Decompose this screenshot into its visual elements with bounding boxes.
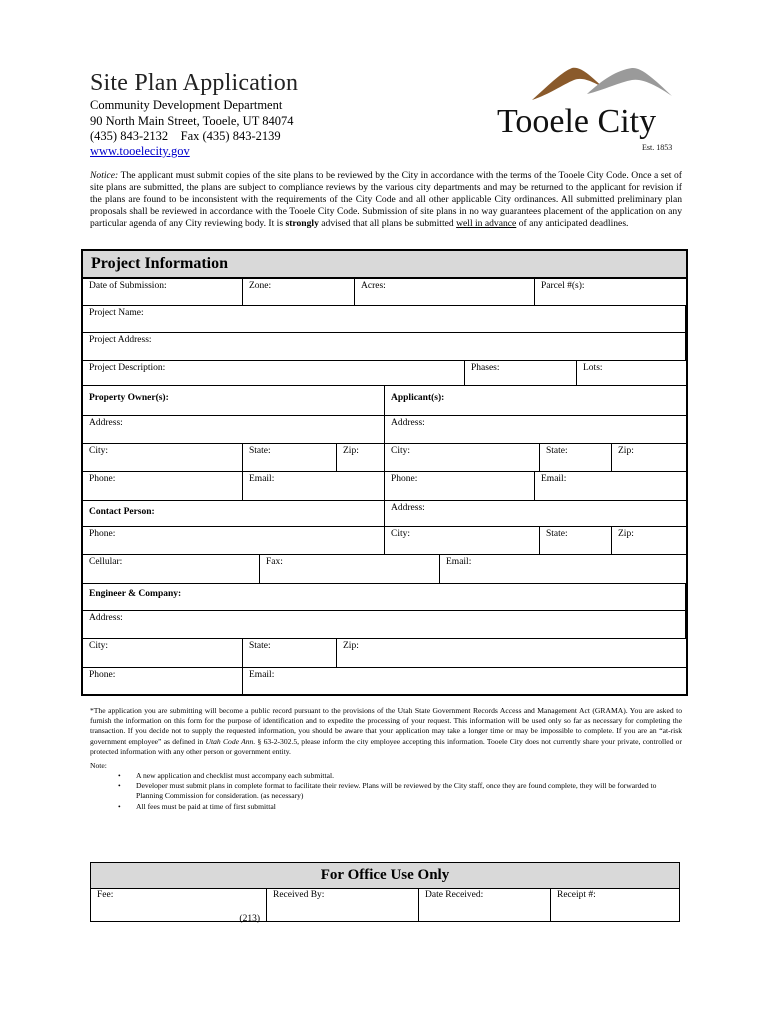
engineer-heading: Engineer & Company: — [83, 584, 686, 611]
grama-notice — [90, 706, 682, 757]
notice-text-3: of any anticipated deadlines. — [516, 218, 629, 230]
mountain-logo-icon — [492, 60, 687, 155]
owner-applicant-phone-table — [82, 471, 687, 501]
engineer-address-table — [82, 610, 686, 639]
contact-city-field[interactable]: City: — [385, 527, 540, 555]
tooele-city-logo — [492, 60, 687, 155]
contact-cell-table — [82, 554, 687, 584]
contact-heading-table — [82, 500, 687, 527]
lots-field[interactable]: Lots: — [577, 361, 687, 386]
fee-code: (213) — [239, 914, 260, 924]
owner-phone-field[interactable]: Phone: — [83, 472, 243, 501]
fee-field[interactable] — [91, 888, 267, 922]
contact-city-table — [82, 526, 687, 555]
logo-est: Est. 1853 — [642, 143, 673, 152]
owner-city-field[interactable]: City: — [83, 444, 243, 472]
project-desc-table — [82, 360, 687, 386]
project-name-table — [82, 305, 686, 333]
owner-zip-field[interactable]: Zip: — [337, 444, 385, 472]
zone-field[interactable]: Zone: — [243, 279, 355, 306]
contact-fax-field[interactable]: Fax: — [260, 555, 440, 584]
applicant-phone-field[interactable]: Phone: — [385, 472, 535, 501]
engineer-phone-table — [82, 667, 687, 696]
owner-address-field[interactable]: Address: — [83, 416, 385, 444]
applicant-city-field[interactable]: City: — [385, 444, 540, 472]
office-use-box — [90, 862, 680, 922]
contact-cellular-field[interactable]: Cellular: — [83, 555, 260, 584]
engineer-phone-field[interactable]: Phone: — [83, 668, 243, 696]
engineer-heading-table — [82, 583, 686, 611]
project-address-field[interactable]: Project Address: — [83, 333, 686, 361]
applicant-address-field[interactable]: Address: — [385, 416, 687, 444]
list-item: • Developer must submit plans in complete format to facilitate their review. Plans will be reviewed by the City staff, once they are found complete, they will be forwarded to Planning Commission for consideration. (as necessary) — [118, 781, 678, 801]
notice-paragraph — [90, 170, 682, 230]
owner-applicant-city-table — [82, 443, 687, 472]
website-link[interactable]: www.tooelecity.gov — [90, 144, 190, 158]
owner-state-field[interactable]: State: — [243, 444, 337, 472]
date-received-field[interactable]: Date Received: — [419, 888, 551, 922]
engineer-address-field[interactable]: Address: — [83, 611, 686, 639]
notice-strong: strongly — [285, 218, 319, 230]
engineer-state-field[interactable]: State: — [243, 639, 337, 668]
page-title: Site Plan Application — [90, 70, 299, 96]
date-submission-field[interactable]: Date of Submission: — [83, 279, 243, 306]
project-heading: Project Information — [91, 255, 228, 272]
street-address: 90 North Main Street, Tooele, UT 84074 — [90, 114, 294, 128]
notice-label: Notice: — [90, 170, 119, 181]
list-item: • A new application and checklist must accompany each submittal. — [118, 771, 678, 781]
notice-text-1: The applicant must submit copies of the site plans to be reviewed by the City in accordance with the terms of the Tooele City Code. Once a set of site plans are submitted, the plans are subject to compliance reviews by the various city departments and may be returned to the applicant for revision if the plans are found to be inconsistent with the requirements of the City Code and all other applicable City ordinances. All submitted preliminary plan proposals shall be reviewed in accordance with the Tooele City Code. Submission of site plans in no way guarantees placement of the application on any particular agenda of any City reviewing body. It is — [90, 170, 682, 230]
contact-heading: Contact Person: — [83, 501, 385, 527]
owner-heading: Property Owner(s): — [83, 386, 385, 416]
project-description-field[interactable]: Project Description: — [83, 361, 465, 386]
contact-zip-field[interactable]: Zip: — [612, 527, 687, 555]
owner-email-field[interactable]: Email: — [243, 472, 385, 501]
contact-address-field[interactable]: Address: — [385, 501, 687, 527]
grama-text-2: § 63-2-302.5, please inform the city employee accepting this information. Tooele City does not currently share your private, controlled or protected information with any other person or government entity. — [90, 736, 682, 756]
department-name: Community Development Department — [90, 98, 283, 112]
notice-text-2: advised that all plans be submitted — [318, 218, 457, 230]
engineer-email-field[interactable]: Email: — [243, 668, 687, 696]
engineer-city-table — [82, 638, 687, 668]
phases-field[interactable]: Phases: — [465, 361, 577, 386]
list-item: • All fees must be paid at time of first submittal — [118, 802, 678, 812]
owner-applicant-heading-table — [82, 385, 687, 416]
owner-applicant-address-table — [82, 415, 687, 444]
phone-fax: (435) 843-2132 Fax (435) 843-2139 — [90, 129, 281, 143]
project-table — [82, 278, 687, 306]
received-by-field[interactable]: Received By: — [267, 888, 419, 922]
applicant-zip-field[interactable]: Zip: — [612, 444, 687, 472]
engineer-city-field[interactable]: City: — [83, 639, 243, 668]
notice-underlined: well in advance — [456, 218, 517, 230]
receipt-field[interactable]: Receipt #: — [557, 890, 596, 900]
acres-field[interactable]: Acres: — [355, 279, 535, 306]
grama-text-1: *The application you are submitting will become a public record pursuant to the provisions of the Utah State Government Records Access and Management Act (GRAMA). You are asked to furnish the information on this form for the purpose of identification and to expedite the processing of your request. This information will be used only so far as necessary for completing the transaction. If you decide not to supply the requested information, you should be aware that your application may take a longer time or may be impossible to complete. If you are an “at-risk government employee” as defined in — [90, 706, 682, 746]
engineer-zip-field[interactable]: Zip: — [337, 639, 687, 668]
logo-text: Tooele City — [497, 103, 657, 140]
applicant-state-field[interactable]: State: — [540, 444, 612, 472]
office-heading: For Office Use Only — [91, 863, 679, 889]
applicant-email-field[interactable]: Email: — [535, 472, 687, 501]
project-address-table — [82, 332, 686, 361]
parcel-field[interactable]: Parcel #(s): — [535, 279, 687, 306]
applicant-heading: Applicant(s): — [385, 386, 687, 416]
contact-email-field[interactable]: Email: — [440, 555, 687, 584]
fee-label: Fee: — [97, 890, 114, 900]
note-label: Note: — [90, 761, 107, 770]
project-name-field[interactable]: Project Name: — [83, 306, 686, 333]
contact-state-field[interactable]: State: — [540, 527, 612, 555]
contact-phone-field[interactable]: Phone: — [83, 527, 385, 555]
note-list — [118, 771, 678, 812]
grama-code: Utah Code Ann. — [205, 736, 256, 746]
